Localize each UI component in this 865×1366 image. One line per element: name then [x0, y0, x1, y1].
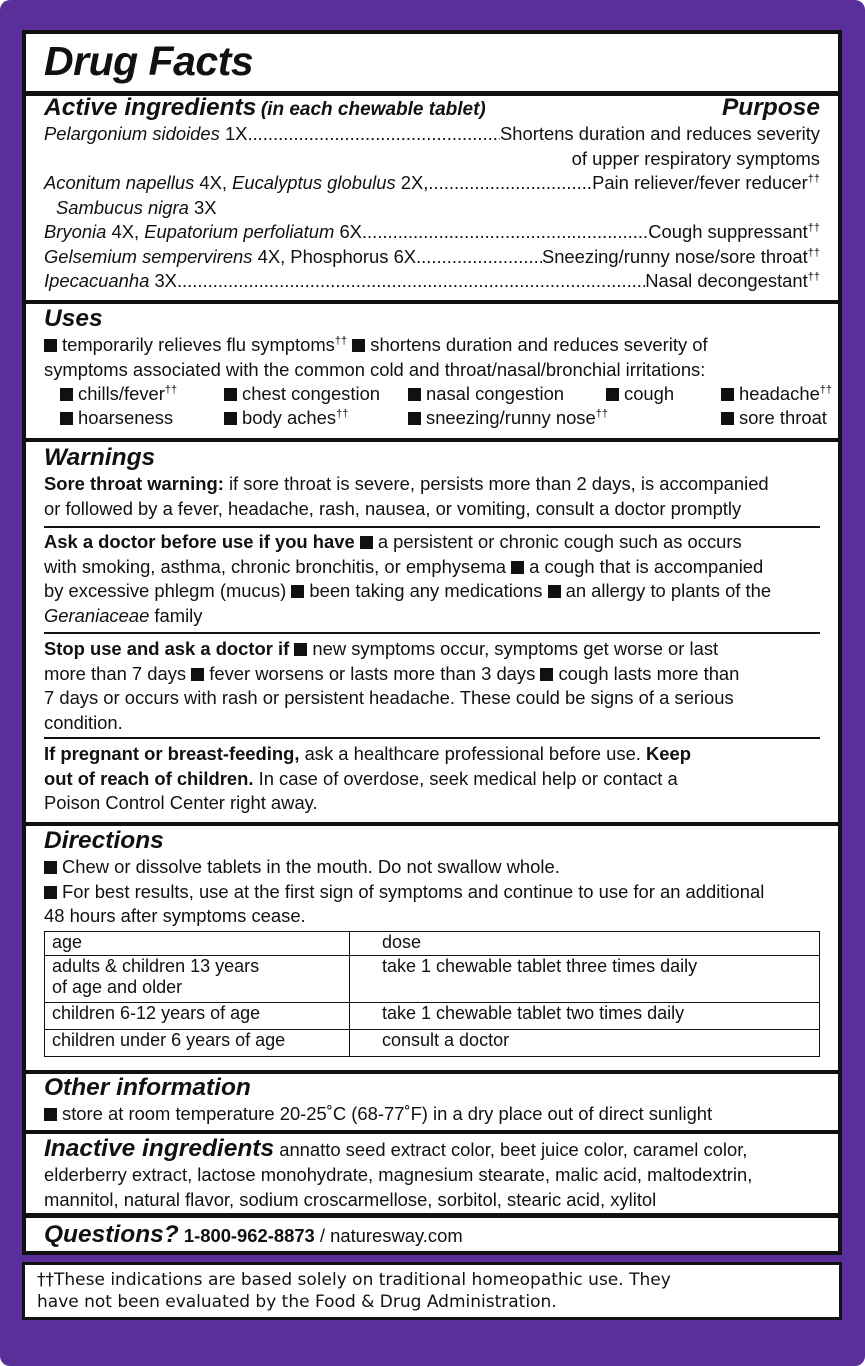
ingredient-purpose-continued: of upper respiratory symptoms — [571, 147, 820, 169]
questions-line — [44, 1221, 820, 1250]
divider — [26, 1130, 838, 1134]
symptom-label: sneezing/runny nose — [426, 407, 596, 428]
ingredient-name: Aconitum napellus — [44, 172, 195, 193]
table-row — [45, 956, 820, 1003]
bullet-icon — [360, 536, 373, 549]
warning-text — [44, 530, 820, 555]
phone-number: 1-800-962-8873 — [183, 1225, 315, 1246]
other-info-text: store at room temperature 20-25 — [62, 1103, 327, 1124]
warning-label: If pregnant or breast-feeding, — [44, 743, 300, 764]
ingredient-dose: 3X — [188, 196, 217, 218]
symptom-item — [606, 382, 721, 406]
ingredient-name: Bryonia — [44, 221, 107, 242]
symptom-label: sore throat — [739, 407, 827, 428]
ask-doctor-section — [26, 530, 838, 628]
leader-dots — [177, 269, 645, 294]
questions-heading: Questions? — [44, 1221, 179, 1248]
dagger-mark: †† — [595, 407, 608, 420]
ingredient-purpose: Shortens duration and reduces severity — [500, 123, 820, 144]
other-info-item — [44, 1102, 820, 1127]
footnote-line: have not been evaluated by the Food & Drug Administration. — [37, 1292, 557, 1312]
dagger-mark: †† — [807, 172, 820, 185]
drug-facts-panel — [22, 30, 842, 1255]
active-header-row — [44, 94, 820, 122]
stop-use-section — [26, 637, 838, 735]
table-header-row — [45, 932, 820, 956]
ingredient-purpose: Pain reliever/fever reducer — [592, 172, 808, 193]
age-text: adults & children 13 years — [52, 956, 260, 976]
uses-intro: symptoms associated with the common cold and throat/nasal/bronchial irritations: — [44, 358, 706, 380]
ingredient-purpose: Cough suppressant — [648, 221, 808, 242]
ingredient-row-continued — [44, 196, 820, 221]
divider — [26, 300, 838, 304]
table-cell: take 1 chewable tablet three times daily — [350, 956, 820, 1003]
ingredient-dose: 6X — [334, 221, 362, 242]
symptom-label: body aches — [242, 407, 337, 428]
dagger-mark: †† — [334, 334, 348, 347]
direction-text: For best results, use at the first sign of symptoms and continue to use for an additional — [62, 880, 765, 902]
other-info-text: ˚C (68-77 — [326, 1103, 405, 1124]
homeopathic-footnote — [22, 1262, 842, 1320]
dagger-mark: †† — [807, 246, 820, 259]
warning-text-span: more than 7 days — [44, 662, 187, 684]
symptom-item — [721, 406, 832, 430]
direction-item: 48 hours after symptoms cease. — [44, 905, 306, 926]
symptom-spacer — [606, 406, 721, 430]
uses-intro — [44, 333, 820, 358]
inactive-text — [44, 1135, 820, 1163]
divider — [26, 438, 838, 442]
dagger-mark: †† — [37, 1270, 54, 1290]
symptom-item — [408, 406, 606, 430]
symptom-item — [408, 382, 606, 406]
divider — [44, 737, 820, 739]
page-title: Drug Facts — [44, 38, 254, 84]
warning-text: 7 days or occurs with rash or persistent headache. These could be signs of a serious — [44, 687, 734, 708]
ingredient-name: Eupatorium perfoliatum — [144, 221, 335, 242]
bullet-icon — [44, 1108, 57, 1121]
ingredient-dose: 4X, Phosphorus 6X — [252, 245, 417, 267]
warning-text — [44, 742, 820, 767]
warnings-heading: Warnings — [44, 444, 156, 471]
other-info-text: ˚F) in a dry place out of direct sunlight — [404, 1103, 713, 1124]
bullet-icon — [721, 388, 734, 401]
table-row — [45, 1030, 820, 1057]
inactive-list: annatto seed extract color, beet juice color, caramel color, — [274, 1139, 748, 1160]
divider — [44, 632, 820, 634]
bullet-icon — [224, 412, 237, 425]
direction-item — [44, 880, 820, 905]
warnings-section — [26, 444, 838, 521]
warning-text — [44, 662, 820, 687]
symptom-label: chills/fever — [78, 383, 165, 404]
dagger-mark: †† — [336, 407, 349, 420]
purpose-heading: Purpose — [721, 94, 820, 121]
other-info-heading: Other information — [44, 1074, 251, 1101]
symptom-label: headache — [739, 383, 820, 404]
inactive-text: elderberry extract, lactose monohydrate, magnesium stearate, malic acid, maltodextrin, — [44, 1164, 753, 1185]
bullet-icon — [44, 886, 57, 899]
warning-text-span: fever worsens or lasts more than 3 days — [209, 662, 536, 684]
directions-heading: Directions — [44, 827, 164, 854]
drug-facts-title-section — [26, 36, 838, 86]
bullet-icon — [408, 412, 421, 425]
symptom-item — [224, 382, 408, 406]
ingredient-name: Sambucus nigra — [56, 196, 189, 218]
inactive-heading: Inactive ingredients — [44, 1135, 275, 1162]
ingredient-dose: 1X — [219, 123, 248, 144]
questions-section — [26, 1221, 838, 1250]
warning-text-span: a cough that is accompanied — [529, 555, 764, 577]
symptom-item — [224, 406, 408, 430]
dagger-mark: †† — [819, 383, 833, 396]
dagger-mark: †† — [807, 221, 820, 234]
ingredient-name: Eucalyptus globulus — [232, 172, 396, 193]
bullet-icon — [60, 412, 73, 425]
warning-text — [44, 637, 820, 662]
warning-text — [44, 767, 820, 792]
bullet-icon — [408, 388, 421, 401]
warning-text-span: cough lasts more than — [558, 662, 740, 684]
warning-text: Poison Control Center right away. — [44, 792, 318, 813]
warning-text — [44, 604, 820, 629]
symptom-item — [60, 406, 224, 430]
warning-text — [44, 579, 820, 604]
warning-label: out of reach of children. — [44, 767, 254, 789]
warning-label: Stop use and ask a doctor if — [44, 638, 290, 659]
inactive-text: mannitol, natural flavor, sodium croscarmellose, sorbitol, stearic acid, xylitol — [44, 1188, 657, 1210]
table-cell — [45, 956, 350, 1003]
pregnancy-section — [26, 742, 838, 816]
symptom-label: nasal congestion — [426, 383, 565, 404]
warning-text-span: by excessive phlegm (mucus) — [44, 580, 287, 601]
warning-text-span: a persistent or chronic cough such as occurs — [377, 531, 742, 552]
bullet-icon — [44, 861, 57, 874]
bullet-icon — [60, 388, 73, 401]
bullet-icon — [44, 339, 57, 352]
warning-text-span: if sore throat is severe, persists more than 2 days, is accompanied — [223, 473, 769, 494]
table-header-cell: age — [45, 932, 350, 956]
ingredient-name: Ipecacuanha — [44, 270, 150, 291]
symptom-item — [60, 382, 224, 406]
direction-text: Chew or dissolve tablets in the mouth. Do not swallow whole. — [62, 856, 560, 877]
warning-text-span: with smoking, asthma, chronic bronchitis, or emphysema — [44, 555, 506, 577]
active-heading-note: (in each chewable tablet) — [260, 99, 486, 120]
bullet-icon — [291, 585, 304, 598]
table-header-cell: dose — [350, 932, 820, 956]
dagger-mark: †† — [807, 270, 820, 283]
warning-label: Sore throat warning: — [44, 473, 224, 494]
uses-text: shortens duration and reduces severity of — [370, 334, 708, 355]
symptom-list — [44, 382, 833, 430]
ingredient-dose: 4X, — [194, 172, 233, 193]
symptom-label: hoarseness — [78, 407, 174, 428]
ingredient-row — [44, 171, 820, 196]
bullet-icon — [548, 585, 561, 598]
symptom-item — [721, 382, 832, 406]
dosage-table — [44, 931, 820, 1057]
ingredient-row — [44, 269, 820, 294]
ingredient-name: Pelargonium sidoides — [44, 123, 220, 144]
divider — [26, 822, 838, 826]
bullet-icon — [540, 668, 553, 681]
direction-item — [44, 855, 820, 880]
ingredient-dose: 4X, — [106, 221, 145, 242]
bullet-icon — [606, 388, 619, 401]
warning-text-span: been taking any medications — [309, 580, 543, 601]
warning-text-span: family — [149, 604, 203, 626]
active-heading: Active ingredients — [44, 94, 257, 121]
uses-section — [26, 305, 838, 430]
leader-dots — [416, 245, 542, 270]
divider — [44, 526, 820, 528]
uses-text: temporarily relieves flu symptoms — [62, 334, 335, 355]
warning-text-span: an allergy to plants of the — [565, 580, 772, 601]
leader-dots — [362, 220, 648, 245]
ingredient-row — [44, 245, 820, 270]
warning-text-span: new symptoms occur, symptoms get worse or last — [312, 638, 719, 659]
table-row — [45, 1003, 820, 1030]
website: / naturesway.com — [314, 1225, 463, 1246]
warning-label: Ask a doctor before use if you have — [44, 531, 355, 552]
inactive-ingredients-section — [26, 1135, 838, 1212]
table-cell: consult a doctor — [350, 1030, 820, 1057]
bullet-icon — [352, 339, 365, 352]
warning-text — [44, 555, 820, 580]
warning-text: condition. — [44, 711, 123, 733]
bullet-icon — [294, 643, 307, 656]
divider — [26, 1213, 838, 1218]
ingredient-purpose: Nasal decongestant — [645, 270, 808, 291]
leader-dots — [428, 171, 592, 196]
bullet-icon — [191, 668, 204, 681]
dagger-mark: †† — [164, 383, 178, 396]
warning-text: or followed by a fever, headache, rash, nausea, or vomiting, consult a doctor promptly — [44, 497, 742, 519]
bullet-icon — [511, 561, 524, 574]
directions-section — [26, 827, 838, 929]
ingredient-name: Gelsemium sempervirens — [44, 245, 253, 267]
table-cell: children 6-12 years of age — [45, 1003, 350, 1030]
symptom-label: cough — [624, 383, 675, 404]
active-ingredients-section — [26, 94, 838, 294]
leader-dots — [247, 122, 500, 147]
warning-text-span: ask a healthcare professional before use. — [299, 743, 647, 764]
footnote-text: These indications are based solely on traditional homeopathic use. They — [54, 1270, 671, 1290]
table-cell: take 1 chewable tablet two times daily — [350, 1003, 820, 1030]
ingredient-dose: 2X, — [395, 172, 429, 193]
bullet-icon — [224, 388, 237, 401]
warning-text — [44, 472, 820, 497]
warning-label: Keep — [646, 743, 692, 764]
ingredient-purpose: Sneezing/runny nose/sore throat — [541, 245, 808, 267]
warning-text-span: In case of overdose, seek medical help or contact a — [253, 767, 678, 789]
ingredient-dose: 3X — [149, 270, 177, 291]
uses-heading: Uses — [44, 305, 103, 332]
ingredient-row — [44, 122, 820, 147]
warning-text-span: Geraniaceae — [44, 604, 150, 626]
table-cell: children under 6 years of age — [45, 1030, 350, 1057]
ingredient-row — [44, 220, 820, 245]
footnote-line — [37, 1269, 827, 1291]
bullet-icon — [721, 412, 734, 425]
symptom-label: chest congestion — [242, 383, 381, 404]
age-text: of age and older — [52, 977, 183, 997]
other-info-section — [26, 1074, 838, 1127]
